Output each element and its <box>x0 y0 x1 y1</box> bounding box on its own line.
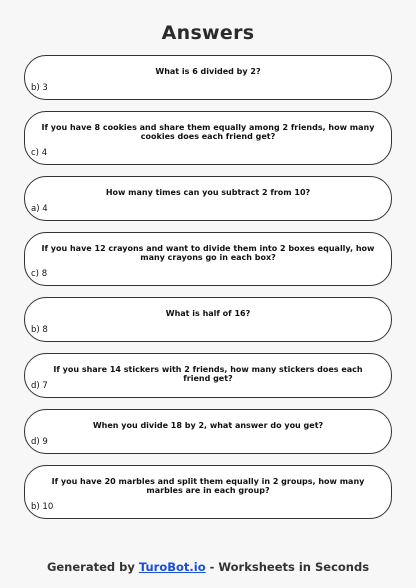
answer-card-4 <box>24 232 392 286</box>
answer-card-5 <box>24 297 392 342</box>
answer-text-3: a) 4 <box>31 204 48 214</box>
answer-card-6 <box>24 353 392 398</box>
footer <box>0 560 416 574</box>
footer-suffix: - Worksheets in Seconds <box>209 560 370 574</box>
question-text-6: If you share 14 stickers with 2 friends, how many stickers does each friend get? <box>53 365 363 383</box>
answer-text-1: b) 3 <box>31 83 48 93</box>
answer-text-8: b) 10 <box>31 502 54 512</box>
answer-text-6: d) 7 <box>31 381 48 391</box>
question-text-7: When you divide 18 by 2, what answer do you get? <box>92 421 324 430</box>
question-text-4: If you have 12 crayons and want to divide them into 2 boxes equally, how many crayons go in each box? <box>41 244 375 262</box>
answer-card-3 <box>24 176 392 221</box>
turobot-link[interactable]: TuroBot.io <box>138 560 206 574</box>
answer-card-7 <box>24 409 392 454</box>
question-text-5: What is half of 16? <box>165 309 251 318</box>
page-title: Answers <box>161 22 255 44</box>
answer-list <box>24 55 392 530</box>
answer-card-8 <box>24 465 392 519</box>
answer-text-5: b) 8 <box>31 325 48 335</box>
footer-prefix: Generated by <box>46 560 135 574</box>
answer-text-2: c) 4 <box>31 148 48 158</box>
answer-card-2 <box>24 111 392 165</box>
question-text-2: If you have 8 cookies and share them equally among 2 friends, how many cookies does each friend get? <box>41 123 375 141</box>
answer-card-1 <box>24 55 392 100</box>
question-text-1: What is 6 divided by 2? <box>155 67 261 76</box>
question-text-8: If you have 20 marbles and split them equally in 2 groups, how many marbles are in each group? <box>51 477 365 495</box>
answer-text-4: c) 8 <box>31 269 48 279</box>
answer-text-7: d) 9 <box>31 437 48 447</box>
question-text-3: How many times can you subtract 2 from 10? <box>105 188 311 197</box>
